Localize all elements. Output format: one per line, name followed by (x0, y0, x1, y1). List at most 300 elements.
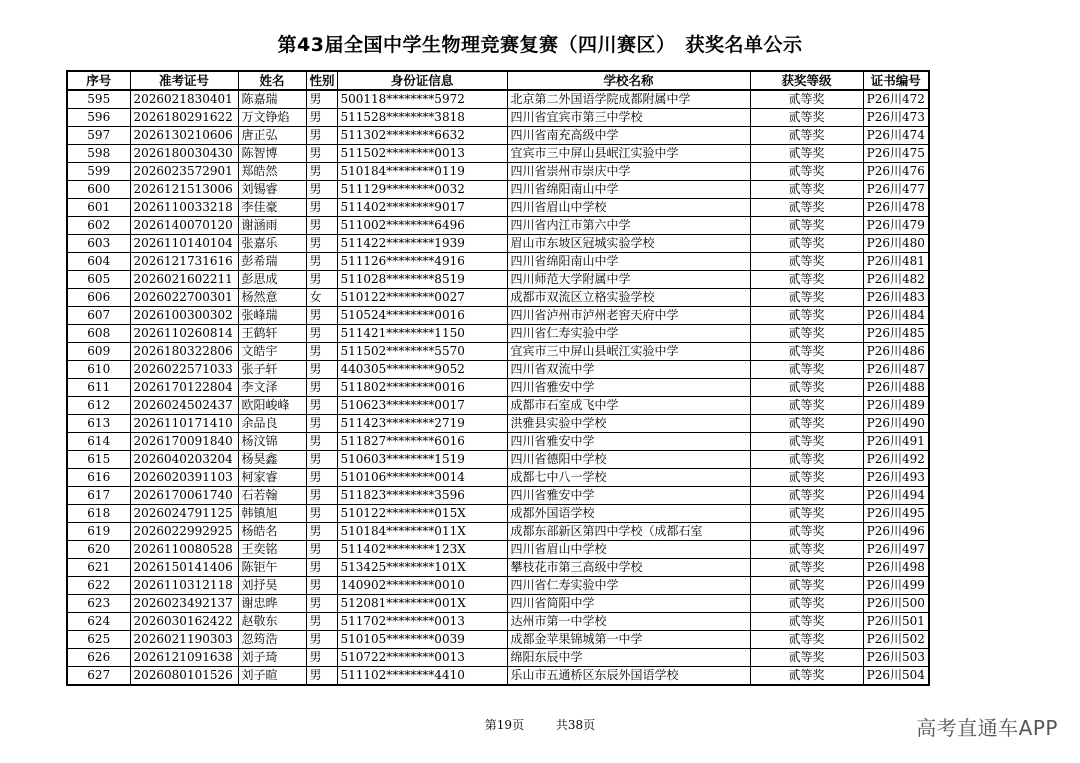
cell-cert-no: P26川493 (863, 469, 929, 487)
cell-gender: 男 (306, 523, 337, 541)
cell-cert-no: P26川485 (863, 325, 929, 343)
cell-cert-no: P26川475 (863, 145, 929, 163)
cell-exam-id: 2026110033218 (130, 199, 238, 217)
cell-exam-id: 2026030162422 (130, 613, 238, 631)
cell-gender: 男 (306, 397, 337, 415)
cell-gender: 男 (306, 235, 337, 253)
cell-award-level: 贰等奖 (750, 253, 863, 271)
cell-cert-no: P26川503 (863, 649, 929, 667)
col-header-exam-id: 准考证号 (130, 71, 238, 90)
cell-school: 成都金苹果锦城第一中学 (507, 631, 750, 649)
cell-id-info: 140902********0010 (337, 577, 507, 595)
table-row (67, 163, 929, 181)
table-row (67, 271, 929, 289)
table-row (67, 307, 929, 325)
cell-exam-id: 2026024791125 (130, 505, 238, 523)
cell-award-level: 贰等奖 (750, 433, 863, 451)
cell-exam-id: 2026110260814 (130, 325, 238, 343)
cell-id-info: 511422********1939 (337, 235, 507, 253)
cell-id-info: 440305********9052 (337, 361, 507, 379)
table-row (67, 523, 929, 541)
cell-school: 四川省眉山中学校 (507, 541, 750, 559)
table-row (67, 343, 929, 361)
cell-id-info: 510722********0013 (337, 649, 507, 667)
cell-id-info: 511002********6496 (337, 217, 507, 235)
cell-school: 四川省内江市第六中学 (507, 217, 750, 235)
cell-id-info: 511802********0016 (337, 379, 507, 397)
cell-exam-id: 2026023492137 (130, 595, 238, 613)
cell-gender: 男 (306, 253, 337, 271)
cell-cert-no: P26川482 (863, 271, 929, 289)
cell-award-level: 贰等奖 (750, 397, 863, 415)
cell-award-level: 贰等奖 (750, 343, 863, 361)
cell-gender: 男 (306, 271, 337, 289)
cell-seq: 605 (67, 271, 130, 289)
cell-seq: 623 (67, 595, 130, 613)
col-header-name: 姓名 (238, 71, 306, 90)
cell-exam-id: 2026021190303 (130, 631, 238, 649)
cell-id-info: 511702********0013 (337, 613, 507, 631)
cell-id-info: 511302********6632 (337, 127, 507, 145)
cell-id-info: 510603********1519 (337, 451, 507, 469)
cell-seq: 609 (67, 343, 130, 361)
cell-id-info: 510524********0016 (337, 307, 507, 325)
cell-exam-id: 2026022571033 (130, 361, 238, 379)
cell-award-level: 贰等奖 (750, 559, 863, 577)
cell-id-info: 511827********6016 (337, 433, 507, 451)
table-row (67, 90, 929, 109)
cell-id-info: 511528********3818 (337, 109, 507, 127)
cell-seq: 610 (67, 361, 130, 379)
table-row (67, 631, 929, 649)
cell-gender: 男 (306, 451, 337, 469)
cell-name: 陈智博 (238, 145, 306, 163)
cell-gender: 女 (306, 289, 337, 307)
cell-school: 四川省简阳中学 (507, 595, 750, 613)
cell-award-level: 贰等奖 (750, 379, 863, 397)
cell-gender: 男 (306, 469, 337, 487)
cell-name: 陈嘉瑞 (238, 90, 306, 109)
cell-gender: 男 (306, 487, 337, 505)
cell-id-info: 511402********123X (337, 541, 507, 559)
cell-award-level: 贰等奖 (750, 127, 863, 145)
cell-award-level: 贰等奖 (750, 487, 863, 505)
cell-name: 王奕铭 (238, 541, 306, 559)
table-row (67, 577, 929, 595)
cell-exam-id: 2026022992925 (130, 523, 238, 541)
cell-exam-id: 2026130210606 (130, 127, 238, 145)
cell-school: 四川省南充高级中学 (507, 127, 750, 145)
cell-seq: 618 (67, 505, 130, 523)
table-row (67, 379, 929, 397)
table-row (67, 397, 929, 415)
cell-id-info: 511129********0032 (337, 181, 507, 199)
table-row (67, 469, 929, 487)
cell-gender: 男 (306, 541, 337, 559)
cell-exam-id: 2026150141406 (130, 559, 238, 577)
cell-exam-id: 2026024502437 (130, 397, 238, 415)
cell-gender: 男 (306, 433, 337, 451)
cell-school: 四川省雅安中学 (507, 379, 750, 397)
cell-school: 四川省仁寿实验中学 (507, 325, 750, 343)
table-row (67, 667, 929, 686)
cell-cert-no: P26川496 (863, 523, 929, 541)
cell-gender: 男 (306, 595, 337, 613)
cell-seq: 600 (67, 181, 130, 199)
cell-seq: 620 (67, 541, 130, 559)
cell-award-level: 贰等奖 (750, 649, 863, 667)
cell-cert-no: P26川492 (863, 451, 929, 469)
cell-seq: 614 (67, 433, 130, 451)
cell-name: 万文铮焰 (238, 109, 306, 127)
cell-gender: 男 (306, 109, 337, 127)
cell-school: 攀枝花市第三高级中学校 (507, 559, 750, 577)
cell-id-info: 511423********2719 (337, 415, 507, 433)
cell-school: 乐山市五通桥区东辰外国语学校 (507, 667, 750, 686)
table-row (67, 541, 929, 559)
cell-cert-no: P26川490 (863, 415, 929, 433)
cell-seq: 598 (67, 145, 130, 163)
cell-seq: 596 (67, 109, 130, 127)
table-header-row (67, 71, 929, 90)
cell-gender: 男 (306, 649, 337, 667)
cell-id-info: 511823********3596 (337, 487, 507, 505)
cell-seq: 597 (67, 127, 130, 145)
table-row (67, 559, 929, 577)
cell-exam-id: 2026110312118 (130, 577, 238, 595)
page-number: 第19页 (484, 718, 525, 732)
cell-name: 张峰瑞 (238, 307, 306, 325)
col-header-school: 学校名称 (507, 71, 750, 90)
table-row (67, 235, 929, 253)
cell-school: 四川师范大学附属中学 (507, 271, 750, 289)
cell-exam-id: 2026140070120 (130, 217, 238, 235)
cell-id-info: 511402********9017 (337, 199, 507, 217)
cell-cert-no: P26川486 (863, 343, 929, 361)
table-row (67, 415, 929, 433)
cell-name: 陈钜午 (238, 559, 306, 577)
cell-name: 张嘉乐 (238, 235, 306, 253)
cell-id-info: 511126********4916 (337, 253, 507, 271)
table-row (67, 109, 929, 127)
cell-name: 彭思成 (238, 271, 306, 289)
cell-gender: 男 (306, 325, 337, 343)
cell-exam-id: 2026180030430 (130, 145, 238, 163)
cell-seq: 615 (67, 451, 130, 469)
cell-award-level: 贰等奖 (750, 145, 863, 163)
table-row (67, 451, 929, 469)
cell-school: 四川省仁寿实验中学 (507, 577, 750, 595)
table-row (67, 433, 929, 451)
cell-gender: 男 (306, 667, 337, 686)
cell-cert-no: P26川488 (863, 379, 929, 397)
cell-name: 忽筠浩 (238, 631, 306, 649)
table-row (67, 361, 929, 379)
table-row (67, 199, 929, 217)
col-header-seq: 序号 (67, 71, 130, 90)
table-row (67, 325, 929, 343)
cell-award-level: 贰等奖 (750, 271, 863, 289)
cell-gender: 男 (306, 343, 337, 361)
cell-id-info: 510184********0119 (337, 163, 507, 181)
table-row (67, 253, 929, 271)
cell-cert-no: P26川483 (863, 289, 929, 307)
cell-cert-no: P26川501 (863, 613, 929, 631)
cell-name: 李佳豪 (238, 199, 306, 217)
cell-gender: 男 (306, 127, 337, 145)
cell-award-level: 贰等奖 (750, 541, 863, 559)
cell-award-level: 贰等奖 (750, 325, 863, 343)
cell-cert-no: P26川498 (863, 559, 929, 577)
page-title: 第43届全国中学生物理竞赛复赛（四川赛区） 获奖名单公示 (277, 34, 803, 56)
cell-id-info: 511028********8519 (337, 271, 507, 289)
cell-seq: 621 (67, 559, 130, 577)
cell-id-info: 513425********101X (337, 559, 507, 577)
col-header-cert-no: 证书编号 (863, 71, 929, 90)
cell-cert-no: P26川502 (863, 631, 929, 649)
cell-exam-id: 2026170091840 (130, 433, 238, 451)
cell-cert-no: P26川473 (863, 109, 929, 127)
cell-id-info: 510106********0014 (337, 469, 507, 487)
cell-award-level: 贰等奖 (750, 361, 863, 379)
cell-exam-id: 2026022700301 (130, 289, 238, 307)
cell-gender: 男 (306, 163, 337, 181)
cell-cert-no: P26川500 (863, 595, 929, 613)
col-header-award-level: 获奖等级 (750, 71, 863, 90)
cell-exam-id: 2026100300302 (130, 307, 238, 325)
cell-award-level: 贰等奖 (750, 307, 863, 325)
cell-seq: 608 (67, 325, 130, 343)
cell-school: 四川省宜宾市第三中学校 (507, 109, 750, 127)
cell-name: 杨然意 (238, 289, 306, 307)
col-header-gender: 性别 (306, 71, 337, 90)
cell-id-info: 510122********015X (337, 505, 507, 523)
cell-exam-id: 2026180291622 (130, 109, 238, 127)
page-total: 共38页 (555, 718, 596, 732)
watermark-logo: 高考直通车APP (916, 716, 1058, 740)
cell-school: 四川省绵阳南山中学 (507, 181, 750, 199)
cell-exam-id: 2026110080528 (130, 541, 238, 559)
cell-award-level: 贰等奖 (750, 289, 863, 307)
cell-gender: 男 (306, 415, 337, 433)
cell-id-info: 511502********5570 (337, 343, 507, 361)
cell-exam-id: 2026023572901 (130, 163, 238, 181)
cell-name: 杨皓名 (238, 523, 306, 541)
cell-award-level: 贰等奖 (750, 667, 863, 686)
cell-seq: 611 (67, 379, 130, 397)
cell-seq: 602 (67, 217, 130, 235)
cell-school: 成都市双流区立格实验学校 (507, 289, 750, 307)
cell-school: 成都东部新区第四中学校（成都石室 (507, 523, 750, 541)
cell-id-info: 511421********1150 (337, 325, 507, 343)
cell-name: 谢涵雨 (238, 217, 306, 235)
col-header-id-info: 身份证信息 (337, 71, 507, 90)
table-row (67, 289, 929, 307)
cell-school: 成都七中八一学校 (507, 469, 750, 487)
cell-seq: 603 (67, 235, 130, 253)
cell-gender: 男 (306, 181, 337, 199)
cell-school: 四川省绵阳南山中学 (507, 253, 750, 271)
cell-id-info: 510122********0027 (337, 289, 507, 307)
cell-name: 石若翰 (238, 487, 306, 505)
cell-gender: 男 (306, 217, 337, 235)
cell-gender: 男 (306, 559, 337, 577)
cell-cert-no: P26川494 (863, 487, 929, 505)
cell-school: 四川省雅安中学 (507, 433, 750, 451)
cell-award-level: 贰等奖 (750, 109, 863, 127)
cell-seq: 625 (67, 631, 130, 649)
cell-cert-no: P26川489 (863, 397, 929, 415)
award-table (66, 70, 930, 686)
cell-seq: 617 (67, 487, 130, 505)
cell-cert-no: P26川481 (863, 253, 929, 271)
cell-name: 刘子琦 (238, 649, 306, 667)
cell-cert-no: P26川495 (863, 505, 929, 523)
cell-award-level: 贰等奖 (750, 235, 863, 253)
cell-school: 北京第二外国语学院成都附属中学 (507, 90, 750, 109)
table-body (67, 90, 929, 685)
cell-id-info: 512081********001X (337, 595, 507, 613)
cell-id-info: 500118********5972 (337, 90, 507, 109)
cell-school: 达州市第一中学校 (507, 613, 750, 631)
cell-award-level: 贰等奖 (750, 505, 863, 523)
cell-name: 刘锡睿 (238, 181, 306, 199)
cell-cert-no: P26川491 (863, 433, 929, 451)
cell-exam-id: 2026170122804 (130, 379, 238, 397)
cell-name: 余品良 (238, 415, 306, 433)
cell-seq: 616 (67, 469, 130, 487)
cell-school: 四川省双流中学 (507, 361, 750, 379)
table-row (67, 505, 929, 523)
cell-gender: 男 (306, 307, 337, 325)
cell-school: 眉山市东坡区冠城实验学校 (507, 235, 750, 253)
table-row (67, 649, 929, 667)
cell-id-info: 510623********0017 (337, 397, 507, 415)
cell-exam-id: 2026021602211 (130, 271, 238, 289)
cell-name: 欧阳峻峰 (238, 397, 306, 415)
cell-cert-no: P26川478 (863, 199, 929, 217)
cell-seq: 626 (67, 649, 130, 667)
cell-seq: 595 (67, 90, 130, 109)
cell-name: 郑皓然 (238, 163, 306, 181)
cell-gender: 男 (306, 577, 337, 595)
cell-seq: 604 (67, 253, 130, 271)
cell-exam-id: 2026121513006 (130, 181, 238, 199)
cell-gender: 男 (306, 505, 337, 523)
cell-seq: 599 (67, 163, 130, 181)
cell-name: 刘子暄 (238, 667, 306, 686)
cell-exam-id: 2026121731616 (130, 253, 238, 271)
cell-award-level: 贰等奖 (750, 595, 863, 613)
cell-gender: 男 (306, 361, 337, 379)
cell-seq: 607 (67, 307, 130, 325)
cell-seq: 612 (67, 397, 130, 415)
cell-exam-id: 2026110140104 (130, 235, 238, 253)
cell-school: 洪雅县实验中学校 (507, 415, 750, 433)
cell-award-level: 贰等奖 (750, 523, 863, 541)
cell-award-level: 贰等奖 (750, 181, 863, 199)
cell-seq: 622 (67, 577, 130, 595)
cell-gender: 男 (306, 199, 337, 217)
cell-name: 李文泽 (238, 379, 306, 397)
table-row (67, 181, 929, 199)
cell-name: 刘抒昊 (238, 577, 306, 595)
cell-seq: 619 (67, 523, 130, 541)
cell-exam-id: 2026040203204 (130, 451, 238, 469)
cell-name: 王鹤轩 (238, 325, 306, 343)
cell-exam-id: 2026080101526 (130, 667, 238, 686)
cell-school: 四川省雅安中学 (507, 487, 750, 505)
table-row (67, 487, 929, 505)
cell-exam-id: 2026021830401 (130, 90, 238, 109)
cell-school: 宜宾市三中屏山县岷江实验中学 (507, 343, 750, 361)
cell-exam-id: 2026180322806 (130, 343, 238, 361)
cell-school: 四川省崇州市崇庆中学 (507, 163, 750, 181)
cell-school: 四川省泸州市泸州老窖天府中学 (507, 307, 750, 325)
cell-exam-id: 2026170061740 (130, 487, 238, 505)
table-row (67, 613, 929, 631)
cell-school: 成都市石室成飞中学 (507, 397, 750, 415)
cell-award-level: 贰等奖 (750, 217, 863, 235)
cell-name: 张子轩 (238, 361, 306, 379)
cell-gender: 男 (306, 613, 337, 631)
cell-award-level: 贰等奖 (750, 415, 863, 433)
cell-seq: 613 (67, 415, 130, 433)
cell-school: 四川省德阳中学校 (507, 451, 750, 469)
table-row (67, 145, 929, 163)
cell-school: 成都外国语学校 (507, 505, 750, 523)
cell-id-info: 510184********011X (337, 523, 507, 541)
cell-cert-no: P26川472 (863, 90, 929, 109)
cell-cert-no: P26川477 (863, 181, 929, 199)
cell-name: 文皓宇 (238, 343, 306, 361)
cell-exam-id: 2026121091638 (130, 649, 238, 667)
cell-exam-id: 2026110171410 (130, 415, 238, 433)
cell-exam-id: 2026020391103 (130, 469, 238, 487)
table-row (67, 595, 929, 613)
cell-cert-no: P26川504 (863, 667, 929, 686)
cell-school: 宜宾市三中屏山县岷江实验中学 (507, 145, 750, 163)
cell-id-info: 510105********0039 (337, 631, 507, 649)
cell-cert-no: P26川480 (863, 235, 929, 253)
cell-award-level: 贰等奖 (750, 90, 863, 109)
cell-gender: 男 (306, 379, 337, 397)
cell-seq: 627 (67, 667, 130, 686)
cell-award-level: 贰等奖 (750, 469, 863, 487)
cell-award-level: 贰等奖 (750, 199, 863, 217)
cell-award-level: 贰等奖 (750, 577, 863, 595)
cell-gender: 男 (306, 145, 337, 163)
cell-award-level: 贰等奖 (750, 163, 863, 181)
cell-gender: 男 (306, 90, 337, 109)
cell-cert-no: P26川474 (863, 127, 929, 145)
cell-seq: 601 (67, 199, 130, 217)
cell-cert-no: P26川499 (863, 577, 929, 595)
cell-cert-no: P26川476 (863, 163, 929, 181)
cell-school: 四川省眉山中学校 (507, 199, 750, 217)
cell-name: 赵敬东 (238, 613, 306, 631)
cell-gender: 男 (306, 631, 337, 649)
cell-name: 唐正弘 (238, 127, 306, 145)
cell-name: 彭希瑞 (238, 253, 306, 271)
cell-cert-no: P26川484 (863, 307, 929, 325)
cell-name: 杨昊鑫 (238, 451, 306, 469)
cell-award-level: 贰等奖 (750, 451, 863, 469)
cell-award-level: 贰等奖 (750, 613, 863, 631)
cell-seq: 624 (67, 613, 130, 631)
cell-cert-no: P26川479 (863, 217, 929, 235)
cell-cert-no: P26川487 (863, 361, 929, 379)
